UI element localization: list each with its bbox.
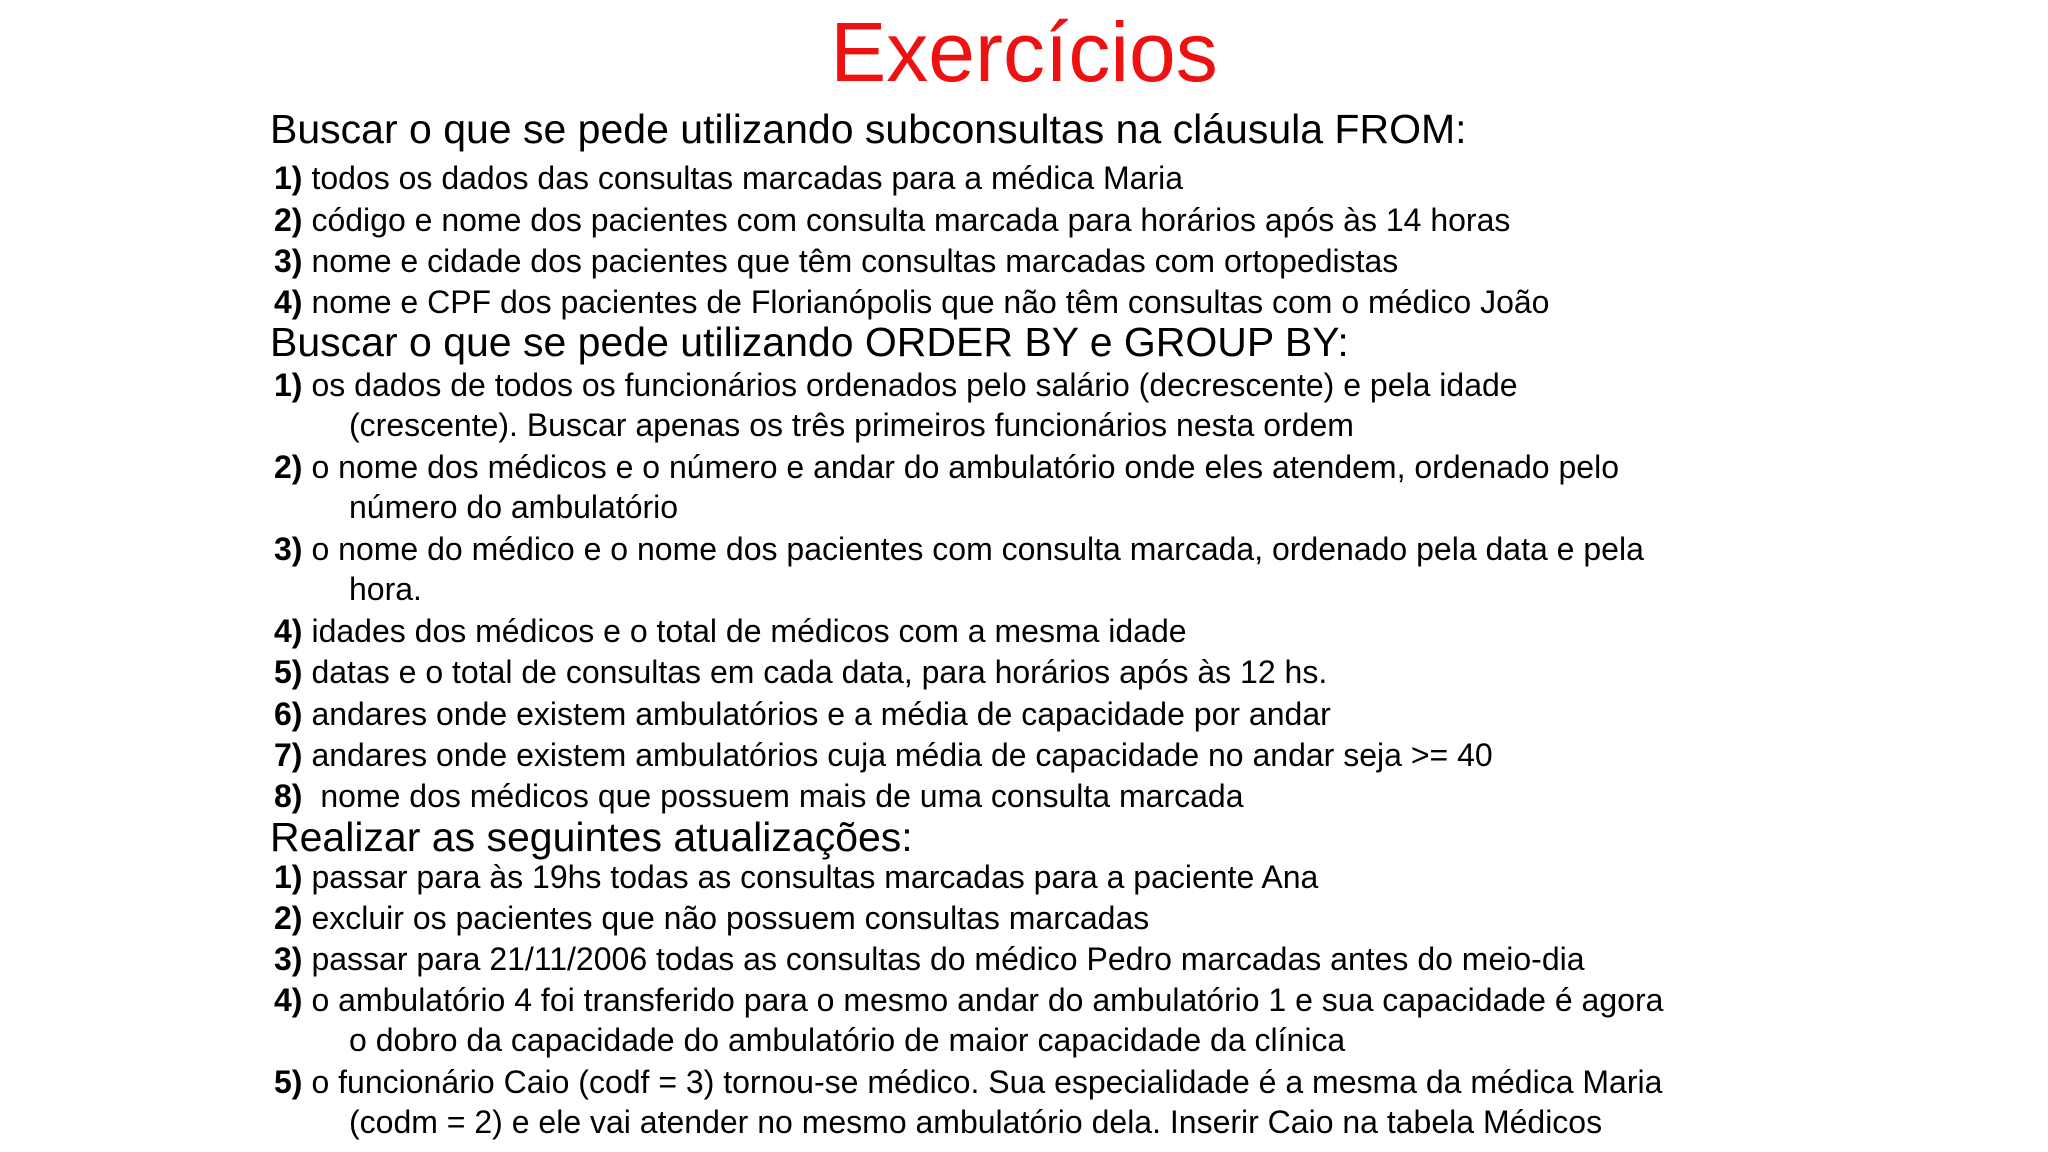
item-text: o nome do médico e o nome dos pacientes com consulta marcada, ordenado pela data e pela	[311, 531, 1644, 567]
item-text: nome dos médicos que possuem mais de uma consulta marcada	[311, 778, 1244, 814]
section-heading-from: Buscar o que se pede utilizando subconsultas na cláusula FROM:	[270, 106, 1467, 152]
item-number: 1)	[274, 859, 303, 895]
item-text: andares onde existem ambulatórios e a média de capacidade por andar	[311, 696, 1331, 732]
section-heading-updates: Realizar as seguintes atualizações:	[270, 814, 913, 860]
item-number: 2)	[274, 202, 303, 238]
item-text-continuation: (crescente). Buscar apenas os três primeiros funcionários nesta ordem	[349, 407, 1354, 443]
item-text: código e nome dos pacientes com consulta marcada para horários após às 14 horas	[311, 202, 1511, 238]
exercise-item	[274, 898, 1149, 938]
item-text: o ambulatório 4 foi transferido para o mesmo andar do ambulatório 1 e sua capacidade é agora	[311, 982, 1664, 1018]
item-number: 3)	[274, 941, 303, 977]
item-number: 4)	[274, 613, 303, 649]
item-number: 3)	[274, 531, 303, 567]
item-number: 2)	[274, 449, 303, 485]
item-text: todos os dados das consultas marcadas para a médica Maria	[311, 160, 1184, 196]
item-number: 8)	[274, 778, 303, 814]
item-number: 4)	[274, 284, 303, 320]
item-text: passar para às 19hs todas as consultas marcadas para a paciente Ana	[311, 859, 1319, 895]
item-text-continuation: hora.	[349, 571, 422, 607]
exercise-item	[274, 529, 1644, 609]
item-text-continuation: o dobro da capacidade do ambulatório de maior capacidade da clínica	[349, 1022, 1346, 1058]
item-number: 5)	[274, 654, 303, 690]
item-number: 1)	[274, 160, 303, 196]
item-text: excluir os pacientes que não possuem consultas marcadas	[311, 900, 1150, 936]
item-text: idades dos médicos e o total de médicos com a mesma idade	[311, 613, 1187, 649]
section-heading-order-group: Buscar o que se pede utilizando ORDER BY e GROUP BY:	[270, 319, 1349, 365]
exercise-item	[274, 939, 1585, 979]
item-text: andares onde existem ambulatórios cuja média de capacidade no andar seja >= 40	[311, 737, 1493, 773]
item-text: nome e cidade dos pacientes que têm consultas marcadas com ortopedistas	[311, 243, 1399, 279]
exercise-item	[274, 158, 1183, 198]
item-number: 1)	[274, 367, 303, 403]
exercise-item	[274, 282, 1549, 322]
exercise-item	[274, 857, 1318, 897]
exercise-item	[274, 652, 1327, 692]
item-number: 2)	[274, 900, 303, 936]
item-number: 3)	[274, 243, 303, 279]
item-number: 5)	[274, 1064, 303, 1100]
item-text-continuation: (codm = 2) e ele vai atender no mesmo ambulatório dela. Inserir Caio na tabela Médicos	[349, 1104, 1603, 1140]
item-number: 6)	[274, 696, 303, 732]
exercise-item	[274, 365, 1518, 445]
item-text: nome e CPF dos pacientes de Florianópolis que não têm consultas com o médico João	[311, 284, 1550, 320]
exercise-item	[274, 611, 1187, 651]
item-text: o funcionário Caio (codf = 3) tornou-se médico. Sua especialidade é a mesma da médica Maria	[311, 1064, 1663, 1100]
exercise-item	[274, 447, 1619, 527]
exercise-item	[274, 980, 1663, 1060]
item-text: o nome dos médicos e o número e andar do ambulatório onde eles atendem, ordenado pelo	[311, 449, 1619, 485]
item-text: datas e o total de consultas em cada data, para horários após às 12 hs.	[311, 654, 1328, 690]
exercise-item	[274, 694, 1331, 734]
exercise-item	[274, 200, 1510, 240]
slide-title: Exercícios	[830, 5, 1218, 99]
item-text: passar para 21/11/2006 todas as consultas do médico Pedro marcadas antes do meio-dia	[311, 941, 1585, 977]
item-number: 4)	[274, 982, 303, 1018]
exercise-item	[274, 241, 1398, 281]
item-text-continuation: número do ambulatório	[349, 489, 679, 525]
exercise-item	[274, 735, 1493, 775]
item-number: 7)	[274, 737, 303, 773]
exercise-item	[274, 1062, 1662, 1142]
exercise-item	[274, 776, 1243, 816]
item-text: os dados de todos os funcionários ordenados pelo salário (decrescente) e pela idade	[311, 367, 1518, 403]
